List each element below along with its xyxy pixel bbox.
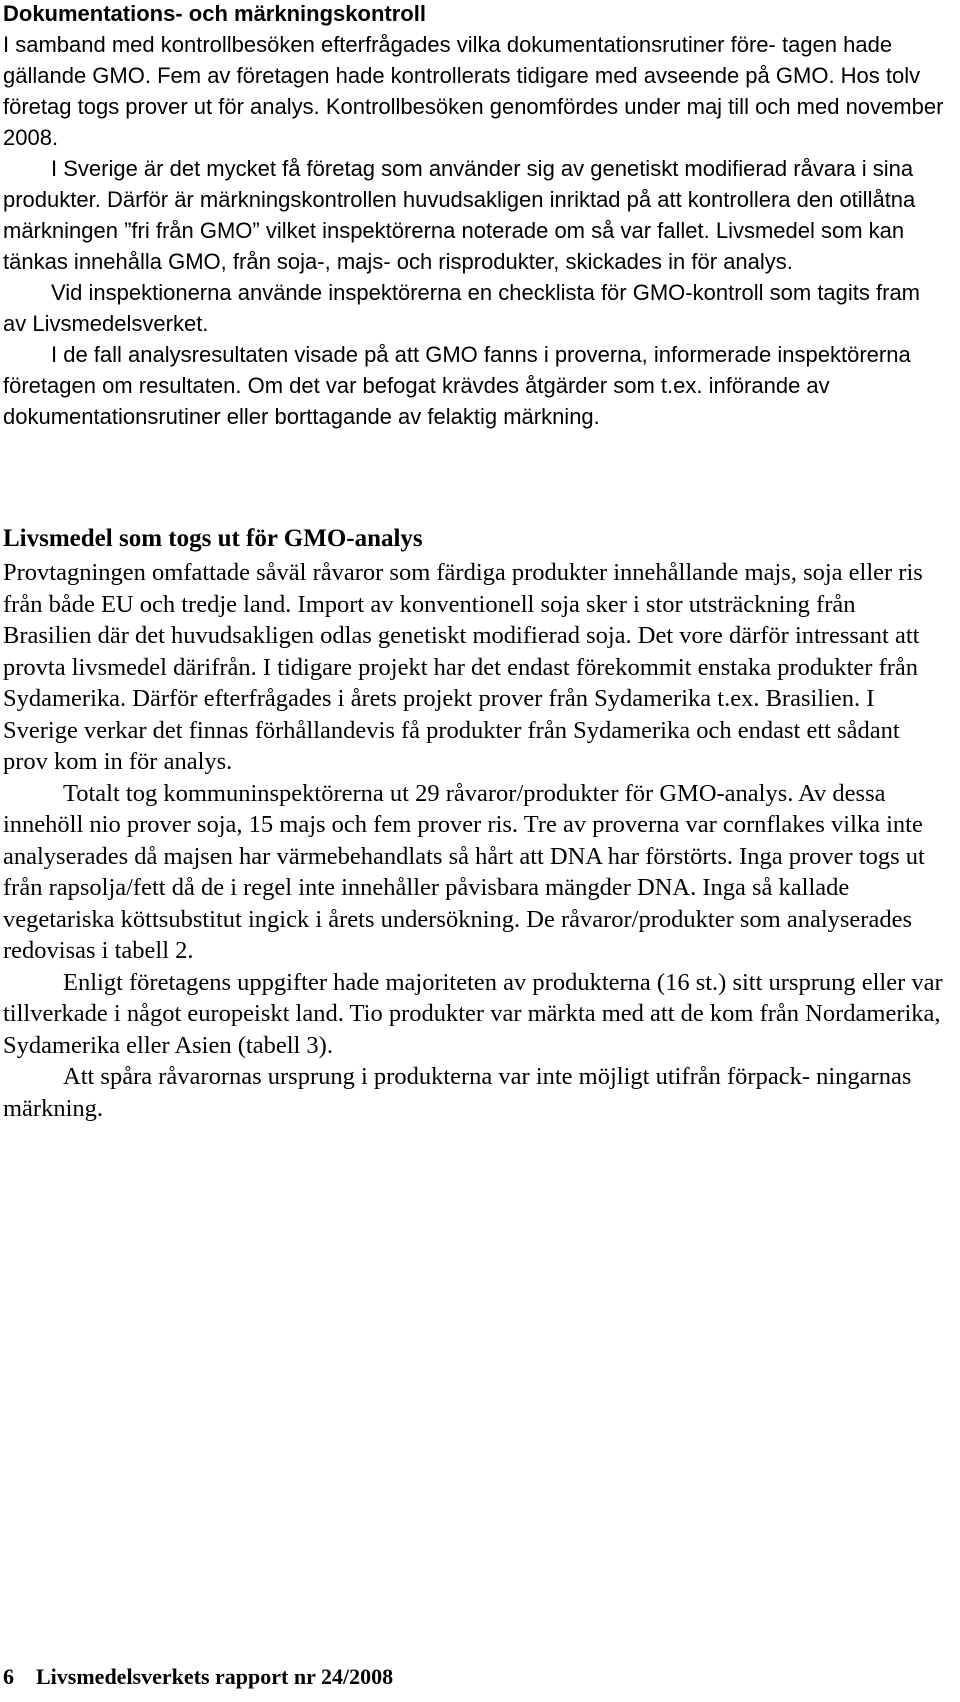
paragraph: Enligt företagens uppgifter hade majoriteten av produkterna (16 st.) sitt ursprung eller var tillverkade i något europeiskt land. Tio produkter var märkta med att de kom från Nordamerika, Sydamerika eller Asien (tabell 3).: [3, 968, 943, 1059]
paragraph: Totalt tog kommuninspektörerna ut 29 råvaror/produkter för GMO-analys. Av dessa innehöll nio prover soja, 15 majs och fem prover ris. Tre av proverna var cornflakes vilka inte analyserades då majsen har värmebehandlats så hårt att DNA har förstörts. Inga prover togs ut från rapsolja/fett då de i regel inte innehåller påvisbara mängder DNA. Inga så kallade vegetariska köttsubstitut ingick i årets undersökning. De råvaror/produkter som analyserades redovisas i tabell 2.: [3, 779, 925, 964]
page-number: 6: [3, 1664, 14, 1689]
section-documentation-control: [3, 0, 945, 432]
paragraph: Att spåra råvarornas ursprung i produkterna var inte möjligt utifrån förpack- ningarnas märkning.: [3, 1063, 912, 1122]
paragraph: Vid inspektionerna använde inspektörerna en checklista för GMO-kontroll som tagits fram av Livsmedelsverket.: [3, 280, 921, 336]
paragraph: I de fall analysresultaten visade på att GMO fanns i proverna, informerade inspektörerna företagen om resultaten. Om det var befogat krävdes åtgärder som t.ex. införande av dokumentationsrutiner eller borttagande av felaktig märkning.: [3, 342, 911, 429]
paragraph: I Sverige är det mycket få företag som använder sig av genetiskt modifierad råvara i sina produkter. Därför är märkningskontrollen huvudsakligen inriktad på att kontrollera den otillåtna märkningen ”fri från GMO” vilket inspektörerna noterade om så var fallet. Livsmedel som kan tänkas innehålla GMO, från soja-, majs- och risprodukter, skickades in för analys.: [3, 156, 916, 274]
section-gmo-samples: [3, 521, 945, 1124]
paragraph: Provtagningen omfattade såväl råvaror som färdiga produkter innehållande majs, soja eller ris från både EU och tredje land. Import av konventionell soja sker i stor utsträckning från Brasilien där det huvudsakligen odlas genetiskt modifierad soja. Det vore därför intressant att provta livsmedel därifrån. I tidigare projekt har det endast förekommit enstaka produkter från Sydamerika. Därför efterfrågades i årets projekt prover från Sydamerika t.ex. Brasilien. I Sverige verkar det finnas förhållandevis få produkter från Sydamerika och endast ett sådant prov kom in för analys.: [3, 559, 923, 775]
page-footer: [3, 1662, 393, 1692]
report-title: Livsmedelsverkets rapport nr 24/2008: [36, 1664, 394, 1689]
section-title: Dokumentations- och märkningskontroll: [3, 1, 426, 26]
section-title: Livsmedel som togs ut för GMO-analys: [3, 525, 423, 552]
paragraph: I samband med kontrollbesöken efterfrågades vilka dokumentationsrutiner före- tagen hade gällande GMO. Fem av företagen hade kontrollerats tidigare med avseende på GMO. Hos tolv företag togs prover ut för analys. Kontrollbesöken genomfördes under maj till och med november 2008.: [3, 32, 944, 150]
